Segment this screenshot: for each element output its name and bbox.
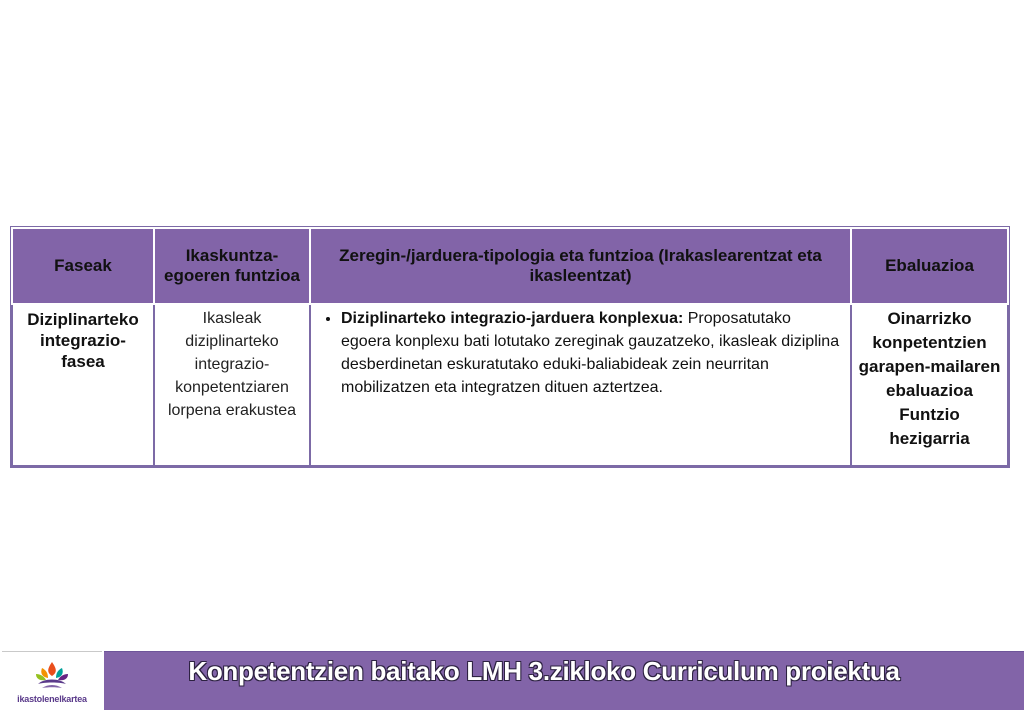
table-header-row <box>12 228 1008 304</box>
activity-list <box>317 307 844 399</box>
curriculum-table <box>10 226 1010 468</box>
list-item <box>341 307 844 399</box>
cell-evaluation: Oinarrizko konpetentzien garapen-mailaren ebaluazioa Funtzio hezigarria <box>851 304 1008 466</box>
header-evaluation: Ebaluazioa <box>851 228 1008 304</box>
header-phases: Faseak <box>12 228 154 304</box>
footer-bar <box>104 651 1024 710</box>
table-row <box>12 304 1008 466</box>
header-situations: Ikaskuntza-egoeren funtzioa <box>154 228 310 304</box>
header-activities: Zeregin-/jarduera-tipologia eta funtzioa (Irakaslearentzat eta ikasleentzat) <box>310 228 851 304</box>
activity-lead: Diziplinarteko integrazio-jarduera konplexua: <box>341 310 684 327</box>
footer-title: Konpetentzien baitako LMH 3.zikloko Curriculum proiektua <box>188 656 900 686</box>
cell-phase: Diziplinarteko integrazio-fasea <box>12 304 154 466</box>
activity-text: Proposatutako egoera konplexu bati lotutako zereginak gauzatzeko, ikasleak diziplina desberdinetan eskuratutako eduki-baliabideak zein neurritan mobilizatzen eta integratzen dituen aztertzea. <box>341 310 840 396</box>
cell-situation: Ikasleak diziplinarteko integrazio-konpetentziaren lorpena erakustea <box>154 304 310 466</box>
phase-table <box>11 227 1009 467</box>
footer <box>0 651 1024 709</box>
logo-text: ikastolenelkartea <box>17 694 87 704</box>
cell-activity <box>310 304 851 466</box>
logo <box>2 651 102 710</box>
ikastolen-elkartea-logo-icon <box>2 652 102 696</box>
